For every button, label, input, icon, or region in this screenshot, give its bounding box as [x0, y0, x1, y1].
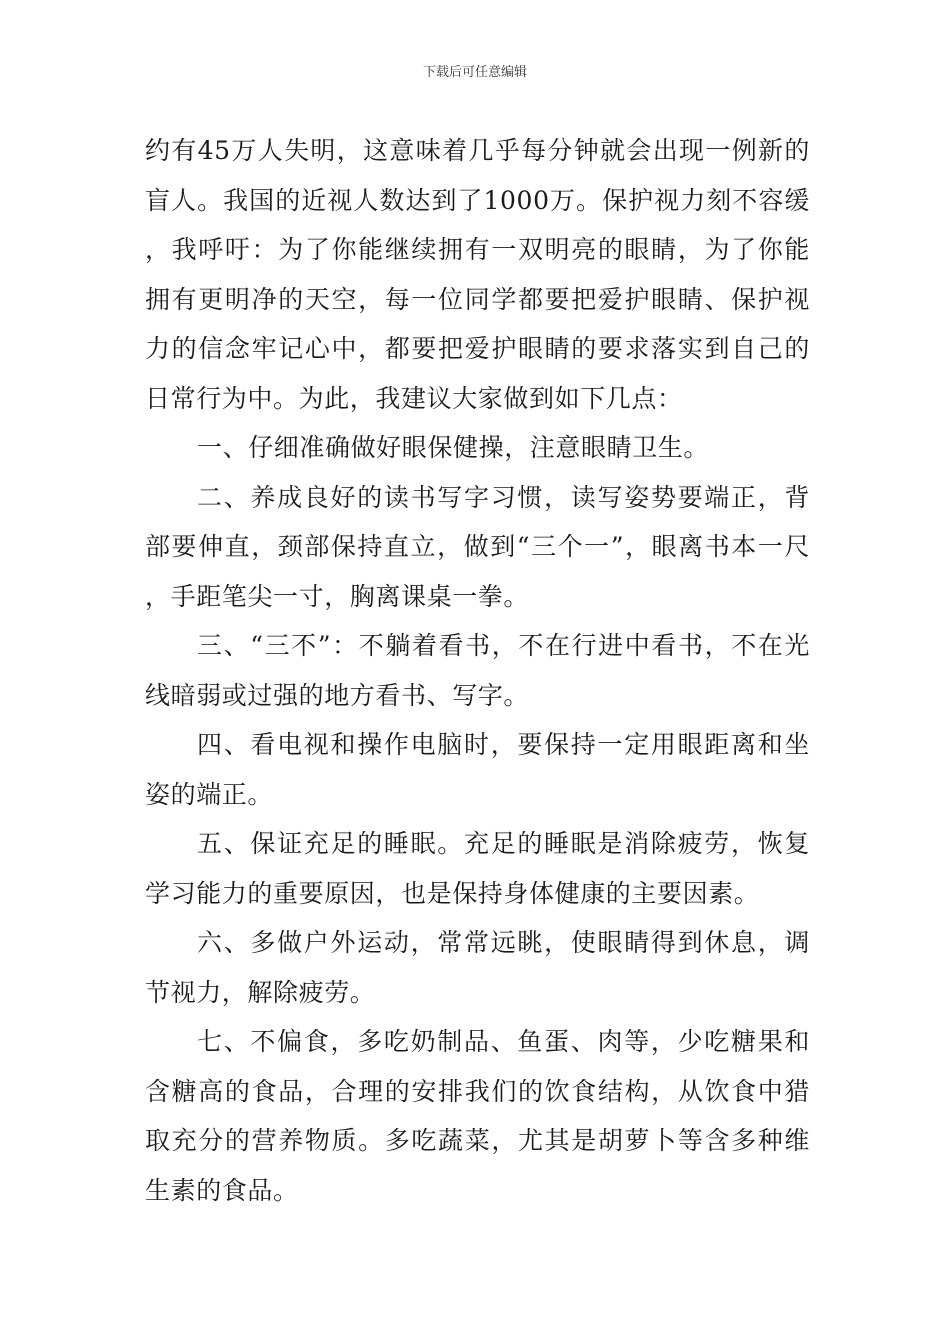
paragraph-point-3: 三、“三不”：不躺着看书，不在行进中看书，不在光线暗弱或过强的地方看书、写字。	[145, 631, 810, 710]
paragraph-point-6: 六、多做户外运动，常常远眺，使眼睛得到休息，调节视力，解除疲劳。	[145, 928, 810, 1007]
paragraph-intro-continued: 约有45万人失明，这意味着几乎每分钟就会出现一例新的盲人。我国的近视人数达到了1000万。保护视力刻不容缓，我呼吁：为了你能继续拥有一双明亮的眼睛，为了你能拥有更明净的天空，每一位同学都要把爱护眼睛、保护视力的信念牢记心中，都要把爱护眼睛的要求落实到自己的日常行为中。为此，我建议大家做到如下几点：	[145, 136, 810, 413]
paragraph-point-5: 五、保证充足的睡眠。充足的睡眠是消除疲劳，恢复学习能力的重要原因，也是保持身体健康的主要因素。	[145, 829, 810, 908]
paragraph-point-4: 四、看电视和操作电脑时，要保持一定用眼距离和坐姿的端正。	[145, 730, 810, 809]
paragraph-point-7: 七、不偏食，多吃奶制品、鱼蛋、肉等，少吃糖果和含糖高的食品，合理的安排我们的饮食结构，从饮食中猎取充分的营养物质。多吃蔬菜，尤其是胡萝卜等含多种维生素的食品。	[145, 1027, 810, 1205]
page-header-note: 下载后可任意编辑	[422, 65, 527, 80]
document-body	[145, 126, 810, 1215]
paragraph-point-2: 二、养成良好的读书写字习惯，读写姿势要端正，背部要伸直，颈部保持直立，做到“三个一”，眼离书本一尺，手距笔尖一寸，胸离课桌一拳。	[145, 482, 810, 611]
paragraph-point-1: 一、仔细准确做好眼保健操，注意眼睛卫生。	[197, 433, 710, 462]
